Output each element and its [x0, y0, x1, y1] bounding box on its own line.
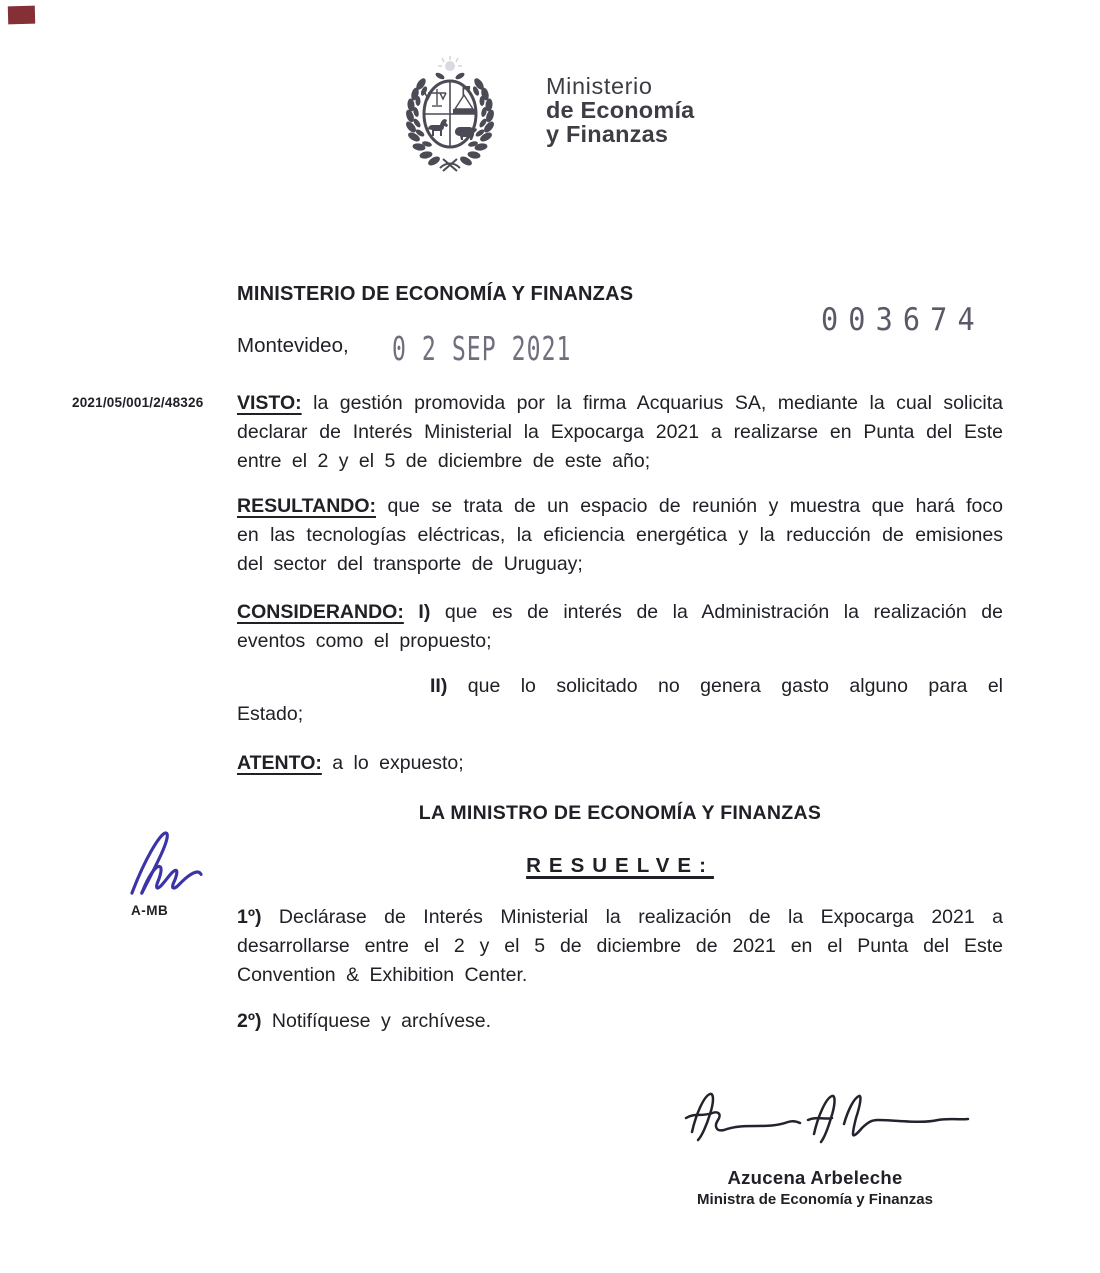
resolution-1-paragraph [237, 903, 1003, 990]
city-line: Montevideo, [237, 334, 349, 357]
logo-line-ministerio: Ministerio [546, 73, 653, 99]
considerando-item1-text: que es de interés de la Administración la realización de eventos como el propuesto; [237, 601, 1003, 652]
minister-signature-icon [676, 1080, 976, 1150]
document-number-stamp: 003674 [821, 302, 985, 338]
resolution-1-text: Declárase de Interés Ministerial la realización de la Expocarga 2021 a desarrollarse entre el 2 y el 5 de diciembre de 2021 en el Punta del Este Convention & Exhibition Center. [237, 906, 1003, 986]
clerk-initials-label: A-MB [131, 903, 169, 918]
considerando-item2-line1 [430, 672, 1003, 701]
atento-label: ATENTO: [237, 752, 322, 774]
date-stamp: 0 2 SEP 2021 [392, 329, 572, 368]
visto-text: la gestión promovida por la firma Acquarius SA, mediante la cual solicita declarar de Interés Ministerial la Expocarga 2021 a realizarse en Punta del Este entre el 2 y el 5 de diciembre de este año; [237, 392, 1003, 472]
visto-label: VISTO: [237, 392, 302, 414]
uruguay-coat-of-arms-icon [400, 54, 500, 178]
scan-corner-artifact [8, 6, 35, 25]
ministry-logo-text [546, 74, 694, 146]
file-reference: 2021/05/001/2/48326 [72, 395, 204, 410]
signer-title: Ministra de Economía y Finanzas [697, 1191, 933, 1208]
considerando-label: CONSIDERANDO: [237, 601, 404, 623]
logo-line-finanzas: y Finanzas [546, 121, 669, 147]
authority-heading: LA MINISTRO DE ECONOMÍA Y FINANZAS [418, 802, 822, 824]
ministry-title: MINISTERIO DE ECONOMÍA Y FINANZAS [237, 283, 634, 305]
resolution-2-paragraph [237, 1007, 1003, 1036]
resolve-heading: RESUELVE: [526, 854, 714, 877]
resultando-paragraph [237, 492, 1003, 579]
resultando-text: que se trata de un espacio de reunión y muestra que hará foco en las tecnologías eléctricas, la eficiencia energética y la reducción de emisiones del sector del transporte de Uruguay; [237, 495, 1003, 575]
atento-text: a lo expuesto; [321, 752, 464, 774]
considerando-item2-line2: Estado; [237, 703, 304, 725]
resolution-2-number: 2º) [237, 1010, 262, 1032]
visto-paragraph [237, 389, 1003, 476]
clerk-initials-signature-icon [124, 826, 208, 900]
considerando-paragraph [237, 598, 1003, 656]
resolution-1-number: 1º) [237, 906, 262, 928]
considerando-item2-number: II) [430, 675, 448, 697]
logo-line-economia: de Economía [546, 97, 695, 123]
resolution-2-text: Notifíquese y archívese. [261, 1010, 492, 1032]
signer-name: Azucena Arbeleche [727, 1167, 903, 1188]
considerando-item2-text: que lo solicitado no genera gasto alguno para el [447, 675, 1003, 697]
atento-paragraph [237, 749, 1003, 778]
considerando-item1-number: I) [403, 601, 431, 623]
resultando-label: RESULTANDO: [237, 495, 377, 517]
